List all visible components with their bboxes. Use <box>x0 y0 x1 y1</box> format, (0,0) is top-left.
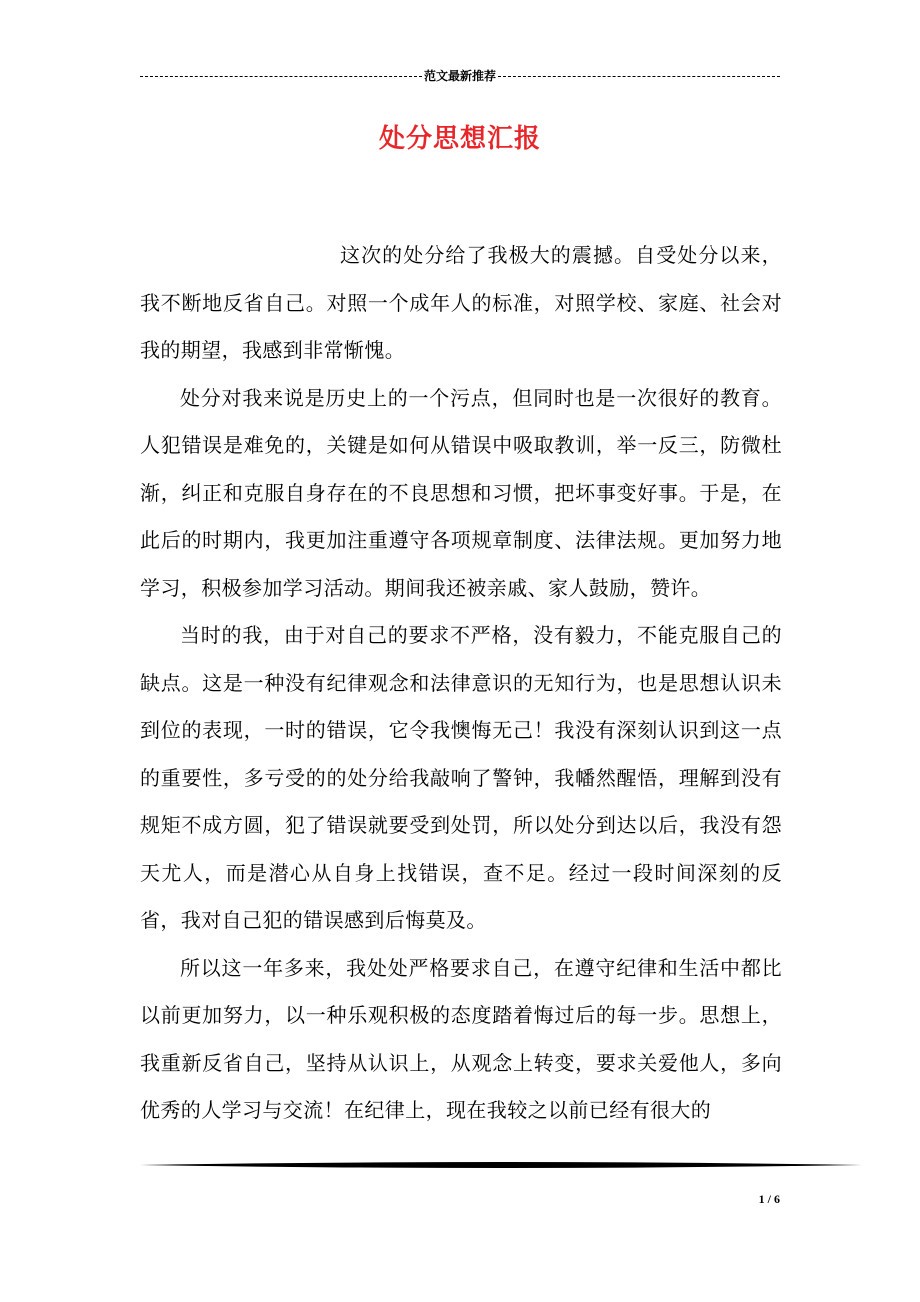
paragraph: 处分对我来说是历史上的一个污点，但同时也是一次很好的教育。人犯错误是难免的，关键是如何从错误中吸取教训，举一反三，防微杜渐，纠正和克服自身存在的不良思想和习惯，把坏事变好事。于是，在此后的时期内，我更加注重遵守各项规章制度、法律法规。更加努力地学习，积极参加学习活动。期间我还被亲戚、家人鼓励，赞许。 <box>140 385 782 600</box>
paragraph: 这次的处分给了我极大的震撼。自受处分以来，我不断地反省自己。对照一个成年人的标准，对照学校、家庭、社会对我的期望，我感到非常惭愧。 <box>140 243 782 362</box>
header-dash-right <box>498 76 780 77</box>
document-title: 处分思想汇报 <box>378 124 541 154</box>
footer-divider <box>140 1160 862 1170</box>
header-dash-left <box>140 76 422 77</box>
paragraph: 当时的我，由于对自己的要求不严格，没有毅力，不能克服自己的缺点。这是一种没有纪律观念和法律意识的无知行为，也是思想认识未到位的表现，一时的错误，它令我懊悔无己！我没有深刻认识到这一点的重要性，多亏受的的处分给我敲响了警钟，我幡然醒悟，理解到没有规矩不成方圆，犯了错误就要受到处罚，所以处分到达以后，我没有怨天尤人，而是潜心从自身上找错误，查不足。经过一段时间深刻的反省，我对自己犯的错误感到后悔莫及。 <box>140 623 782 932</box>
page-number: 1 / 6 <box>758 1192 780 1206</box>
header-label: 范文最新推荐 <box>424 69 497 83</box>
page-header <box>140 68 780 84</box>
document-body <box>140 232 782 1135</box>
paragraph: 所以这一年多来，我处处严格要求自己，在遵守纪律和生活中都比以前更加努力，以一种乐观积极的态度踏着悔过后的每一步。思想上，我重新反省自己，坚持从认识上，从观念上转变，要求关爱他人，多向优秀的人学习与交流！在纪律上，现在我较之以前已经有很大的 <box>140 955 782 1122</box>
